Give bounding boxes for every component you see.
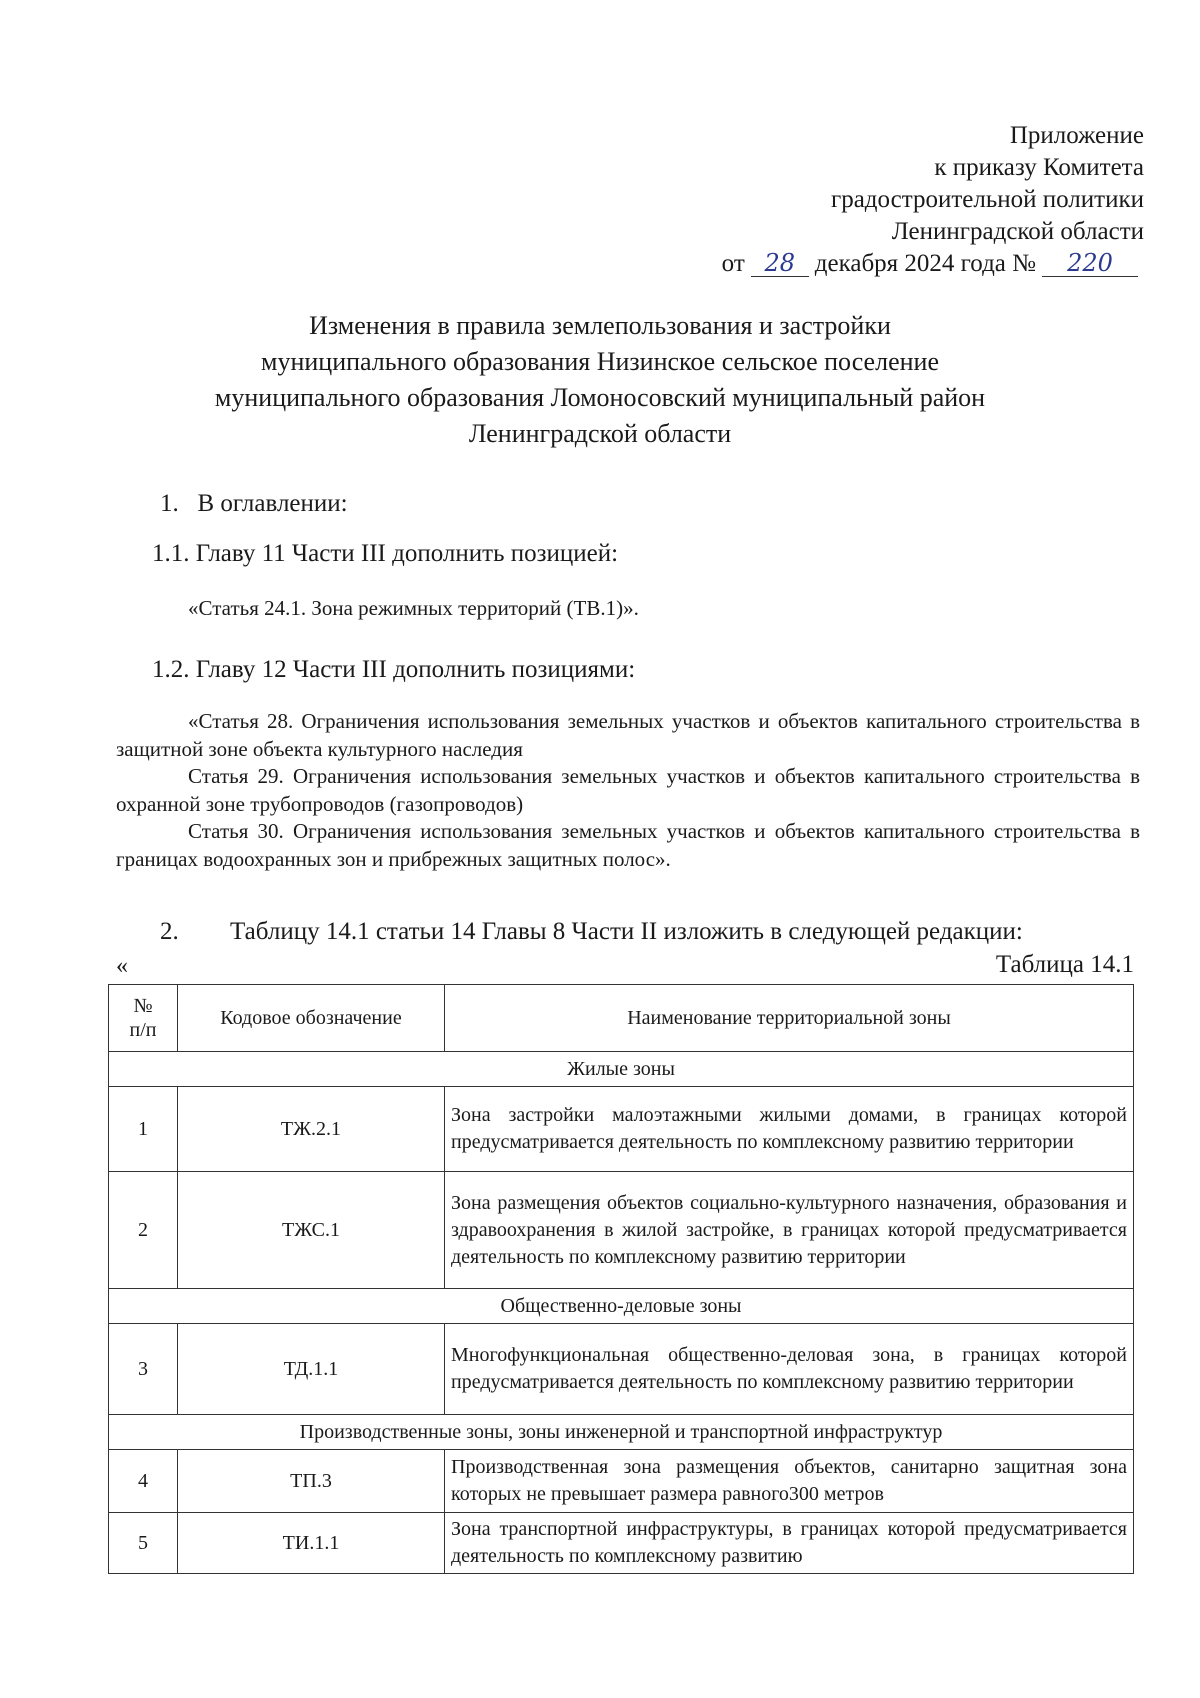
section-business: Общественно-деловые зоны <box>109 1289 1134 1324</box>
table-row <box>109 1513 1134 1574</box>
row-num: 2 <box>109 1172 178 1289</box>
item-1-1-article: «Статья 24.1. Зона режимных территорий (ТВ.1)». <box>188 596 639 620</box>
section-residential: Жилые зоны <box>109 1052 1134 1087</box>
section-row-industrial <box>109 1415 1134 1450</box>
title-line-4: Ленинградской области <box>468 419 732 448</box>
header-num <box>109 985 178 1052</box>
header-num-line-2: п/п <box>129 1019 157 1041</box>
section-industrial: Производственные зоны, зоны инженерной и транспортной инфраструктур <box>109 1415 1134 1450</box>
approval-line-1: Приложение <box>1009 122 1144 149</box>
row-code: ТП.3 <box>178 1450 445 1513</box>
row-code: ТИ.1.1 <box>178 1513 445 1574</box>
row-code: ТЖС.1 <box>178 1172 445 1289</box>
section-row-business <box>109 1289 1134 1324</box>
item-2-label: Таблицу 14.1 статьи 14 Главы 8 Части II изложить в следующей редакции: <box>230 918 1023 945</box>
zones-table <box>108 984 1134 1574</box>
approval-line-4: Ленинградской области <box>891 218 1144 245</box>
section-row-residential <box>109 1052 1134 1087</box>
title-line-3: муниципального образования Ломоносовский муниципальный район <box>214 383 986 412</box>
handwritten-order-number: 220 <box>1042 250 1138 277</box>
item-1-2-articles <box>116 708 1140 873</box>
quote-open-mark: « <box>116 953 128 979</box>
document-title <box>120 308 1080 452</box>
header-num-line-1: № <box>133 995 153 1017</box>
row-name: Зона транспортной инфраструктуры, в границах которой предусматривается деятельность по комплексному развитию <box>445 1513 1134 1574</box>
row-code: ТД.1.1 <box>178 1324 445 1415</box>
approval-date-rest: декабря 2024 года № <box>814 250 1036 277</box>
approval-date-prefix: от <box>721 250 745 277</box>
table-row <box>109 1324 1134 1415</box>
article-30: Статья 30. Ограничения использования земельных участков и объектов капитального строительства в границах водоохранных зон и прибрежных защитных полос». <box>116 819 1140 871</box>
row-name: Зона размещения объектов социально-культурного назначения, образования и здравоохранения в жилой застройке, в границах которой предусматривается деятельность по комплексному развитию территории <box>445 1172 1134 1289</box>
item-1-heading: 1. В оглавлении: <box>160 490 348 517</box>
item-2-number: 2. <box>160 918 179 945</box>
item-1-2-heading: 1.2. Главу 12 Части III дополнить позициями: <box>152 656 636 683</box>
header-name: Наименование территориальной зоны <box>445 985 1134 1052</box>
row-num: 1 <box>109 1087 178 1172</box>
article-29: Статья 29. Ограничения использования земельных участков и объектов капитального строительства в охранной зоне трубопроводов (газопроводов) <box>116 764 1140 816</box>
title-line-2: муниципального образования Низинское сельское поселение <box>261 347 939 376</box>
article-28: «Статья 28. Ограничения использования земельных участков и объектов капитального строительства в защитной зоне объекта культурного наследия <box>116 709 1140 761</box>
row-name: Производственная зона размещения объектов, санитарно защитная зона которых не превышает размера равного300 метров <box>445 1450 1134 1513</box>
approval-date-line <box>624 248 1144 280</box>
approval-line-3: градостроительной политики <box>830 186 1144 213</box>
row-num: 5 <box>109 1513 178 1574</box>
approval-block <box>624 120 1144 280</box>
title-line-1: Изменения в правила землепользования и застройки <box>309 311 891 340</box>
item-2-heading <box>160 916 1023 948</box>
approval-line-2: к приказу Комитета <box>934 154 1144 181</box>
table-label: Таблица 14.1 <box>995 951 1134 978</box>
row-name: Многофункциональная общественно-деловая зона, в границах которой предусматривается деятельность по комплексному развитию территории <box>445 1324 1134 1415</box>
item-1-1-heading: 1.1. Главу 11 Части III дополнить позицией: <box>152 540 619 567</box>
row-name: Зона застройки малоэтажными жилыми домами, в границах которой предусматривается деятельность по комплексному развитию территории <box>445 1087 1134 1172</box>
table-header-row <box>109 985 1134 1052</box>
table-row <box>109 1087 1134 1172</box>
table-row <box>109 1172 1134 1289</box>
row-code: ТЖ.2.1 <box>178 1087 445 1172</box>
row-num: 4 <box>109 1450 178 1513</box>
header-code: Кодовое обозначение <box>178 985 445 1052</box>
handwritten-day: 28 <box>751 250 809 277</box>
table-row <box>109 1450 1134 1513</box>
row-num: 3 <box>109 1324 178 1415</box>
